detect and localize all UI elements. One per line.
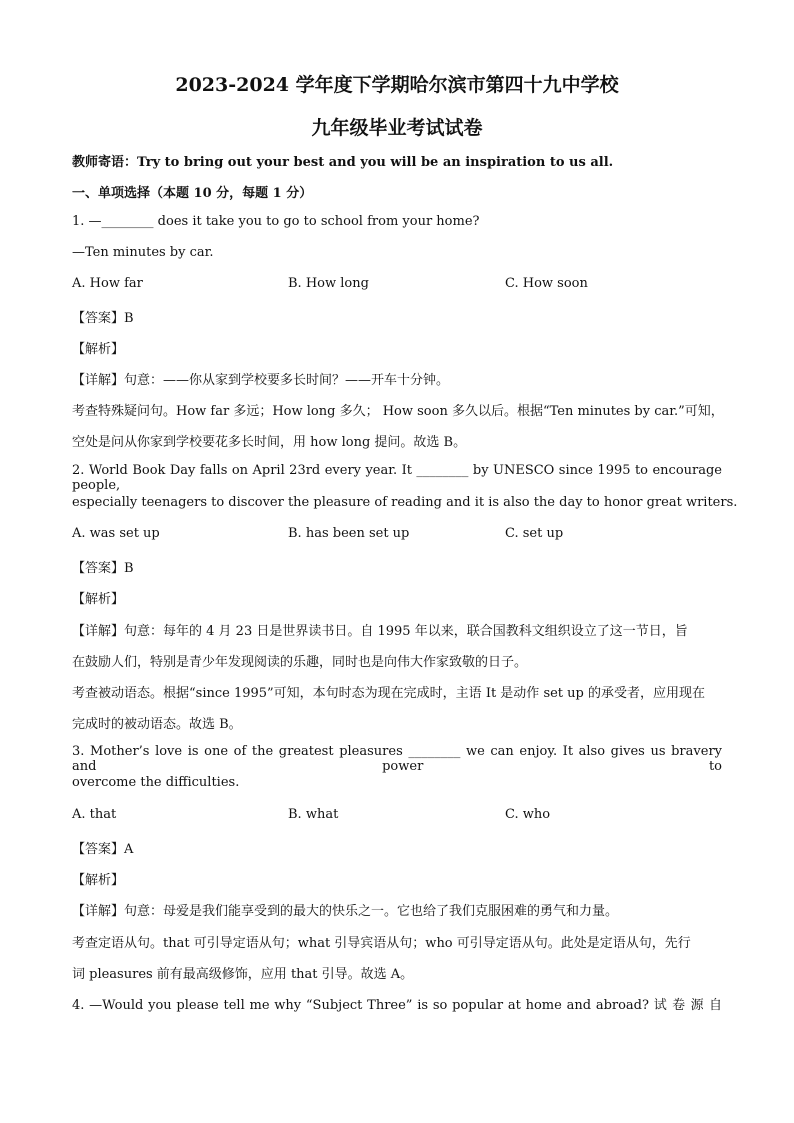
- exam-subtitle: 九年级毕业考试试卷: [311, 117, 483, 139]
- section-heading: 一、单项选择（本题 10 分，每题 1 分）: [72, 186, 313, 201]
- question-stem: 4. —Would you please tell me why “Subject Three” is so popular at home and abroad? 试 卷 源 自: [72, 998, 722, 1013]
- detail-line: 考查特殊疑问句。How far 多远；How long 多久； How soon 多久以后。根据“Ten minutes by car.”可知，: [72, 404, 724, 419]
- option-c: C. set up: [505, 526, 564, 541]
- detail-line: 考查定语从句。that 可引导定语从句；what 引导宾语从句；who 可引导定语从句。此处是定语从句，先行: [72, 936, 691, 951]
- option-b: B. has been set up: [288, 526, 410, 541]
- detail-line: 词 pleasures 前有最高级修饰，应用 that 引导。故选 A。: [72, 967, 414, 982]
- question-stem: 2. World Book Day falls on April 23rd every year. It ________ by UNESCO since 1995 to encourage people,: [72, 463, 722, 493]
- detail-line: 【详解】句意：每年的 4 月 23 日是世界读书日。自 1995 年以来，联合国教科文组织设立了这一节日，旨: [72, 624, 688, 639]
- answer-label: 【答案】B: [72, 311, 134, 326]
- teacher-message: 教师寄语：Try to bring out your best and you will be an inspiration to us all.: [72, 155, 614, 170]
- detail-line: 空处是问从你家到学校要花多长时间，用 how long 提问。故选 B。: [72, 435, 467, 450]
- exam-title: 2023-2024 学年度下学期哈尔滨市第四十九中学校: [175, 74, 619, 96]
- question-stem: overcome the difficulties.: [72, 775, 240, 790]
- question-stem: especially teenagers to discover the pleasure of reading and it is also the day to honor great writers.: [72, 495, 738, 510]
- option-a: A. How far: [72, 276, 143, 291]
- question-stem: —Ten minutes by car.: [72, 245, 214, 260]
- question-stem: 3. Mother’s love is one of the greatest pleasures ________ we can enjoy. It also gives us bravery and power to: [72, 744, 722, 774]
- detail-line: 【详解】句意：母爱是我们能享受到的最大的快乐之一。它也给了我们克服困难的勇气和力量。: [72, 904, 619, 919]
- question-stem: 1. —________ does it take you to go to school from your home?: [72, 214, 480, 229]
- analysis-label: 【解析】: [72, 592, 125, 607]
- analysis-label: 【解析】: [72, 873, 125, 888]
- option-a: A. was set up: [72, 526, 160, 541]
- option-c: C. who: [505, 807, 551, 822]
- option-b: B. what: [288, 807, 339, 822]
- option-c: C. How soon: [505, 276, 588, 291]
- analysis-label: 【解析】: [72, 342, 125, 357]
- option-a: A. that: [72, 807, 117, 822]
- detail-line: 完成时的被动语态。故选 B。: [72, 717, 242, 732]
- answer-label: 【答案】B: [72, 561, 134, 576]
- detail-line: 在鼓励人们，特别是青少年发现阅读的乐趣，同时也是向伟大作家致敬的日子。: [72, 655, 528, 670]
- detail-line: 考查被动语态。根据“since 1995”可知，本句时态为现在完成时，主语 It 是动作 set up 的承受者，应用现在: [72, 686, 705, 701]
- answer-label: 【答案】A: [72, 842, 134, 857]
- detail-line: 【详解】句意：——你从家到学校要多长时间？——开车十分钟。: [72, 373, 450, 388]
- option-b: B. How long: [288, 276, 369, 291]
